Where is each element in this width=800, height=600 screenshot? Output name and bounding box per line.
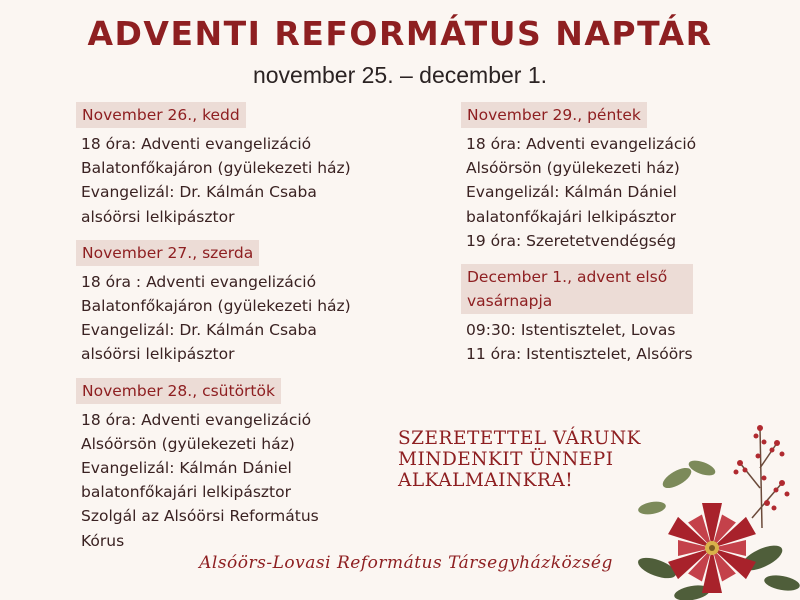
event-block <box>76 378 406 553</box>
event-block <box>461 102 771 253</box>
event-lines <box>76 132 406 229</box>
event-line: 18 óra: Adventi evangelizáció <box>466 135 697 153</box>
event-line: balatonfőkajári lelkipásztor <box>466 207 676 226</box>
event-line: 18 óra: Adventi evangelizáció <box>81 410 312 429</box>
page-title: ADVENTI REFORMÁTUS NAPTÁR <box>87 14 713 53</box>
event-line: alsóörsi lelkipásztor <box>81 345 235 364</box>
invitation-line: MINDENKIT ÜNNEPI <box>398 449 614 470</box>
event-line: balatonfőkajári lelkipásztor <box>81 483 291 502</box>
left-column <box>76 102 406 564</box>
event-line: 19 óra: Szeretetvendégség <box>466 231 677 250</box>
event-line: 18 óra : Adventi evangelizáció <box>81 272 317 291</box>
event-lines <box>76 408 406 553</box>
event-line: Balatonfőkajáron (gyülekezeti ház) <box>81 159 351 178</box>
event-lines <box>461 132 771 253</box>
date-range-subtitle: november 25. – december 1. <box>252 62 548 88</box>
event-block <box>461 264 771 366</box>
event-line: Kórus <box>81 531 125 550</box>
event-line: 09:30: Istentisztelet, Lovas <box>466 321 676 340</box>
event-line: 18 óra: Adventi evangelizáció <box>81 135 312 153</box>
event-block <box>76 102 406 229</box>
event-line: Szolgál az Alsóörsi Református <box>81 507 319 526</box>
event-block <box>76 240 406 367</box>
event-line: 11 óra: Istentisztelet, Alsóörs <box>466 345 693 364</box>
congregation-signature: Alsóörs-Lovasi Református Társegyházközség <box>199 553 613 573</box>
poinsettia-flower-icon <box>632 408 800 600</box>
event-lines <box>461 318 771 366</box>
event-heading: November 26., kedd <box>76 102 246 128</box>
event-line: Alsóörsön (gyülekezeti ház) <box>466 159 680 178</box>
invitation-line: ALKALMAINKRA! <box>398 470 574 491</box>
event-line: Evangelizál: Kálmán Dániel <box>81 459 292 478</box>
invitation-line: SZERETETTEL VÁRUNK <box>398 428 641 449</box>
event-line: Alsóörsön (gyülekezeti ház) <box>81 434 295 453</box>
event-lines <box>76 270 406 367</box>
event-heading: December 1., advent első vasárnapja <box>461 264 693 314</box>
event-heading: November 28., csütörtök <box>76 378 281 404</box>
event-line: Evangelizál: Dr. Kálmán Csaba <box>81 321 317 340</box>
event-heading: November 29., péntek <box>461 102 647 128</box>
event-heading: November 27., szerda <box>76 240 259 266</box>
event-line: Evangelizál: Dr. Kálmán Csaba <box>81 183 317 202</box>
event-line: alsóörsi lelkipásztor <box>81 207 235 226</box>
right-column <box>461 102 771 377</box>
event-line: Balatonfőkajáron (gyülekezeti ház) <box>81 297 351 316</box>
event-line: Evangelizál: Kálmán Dániel <box>466 183 677 202</box>
